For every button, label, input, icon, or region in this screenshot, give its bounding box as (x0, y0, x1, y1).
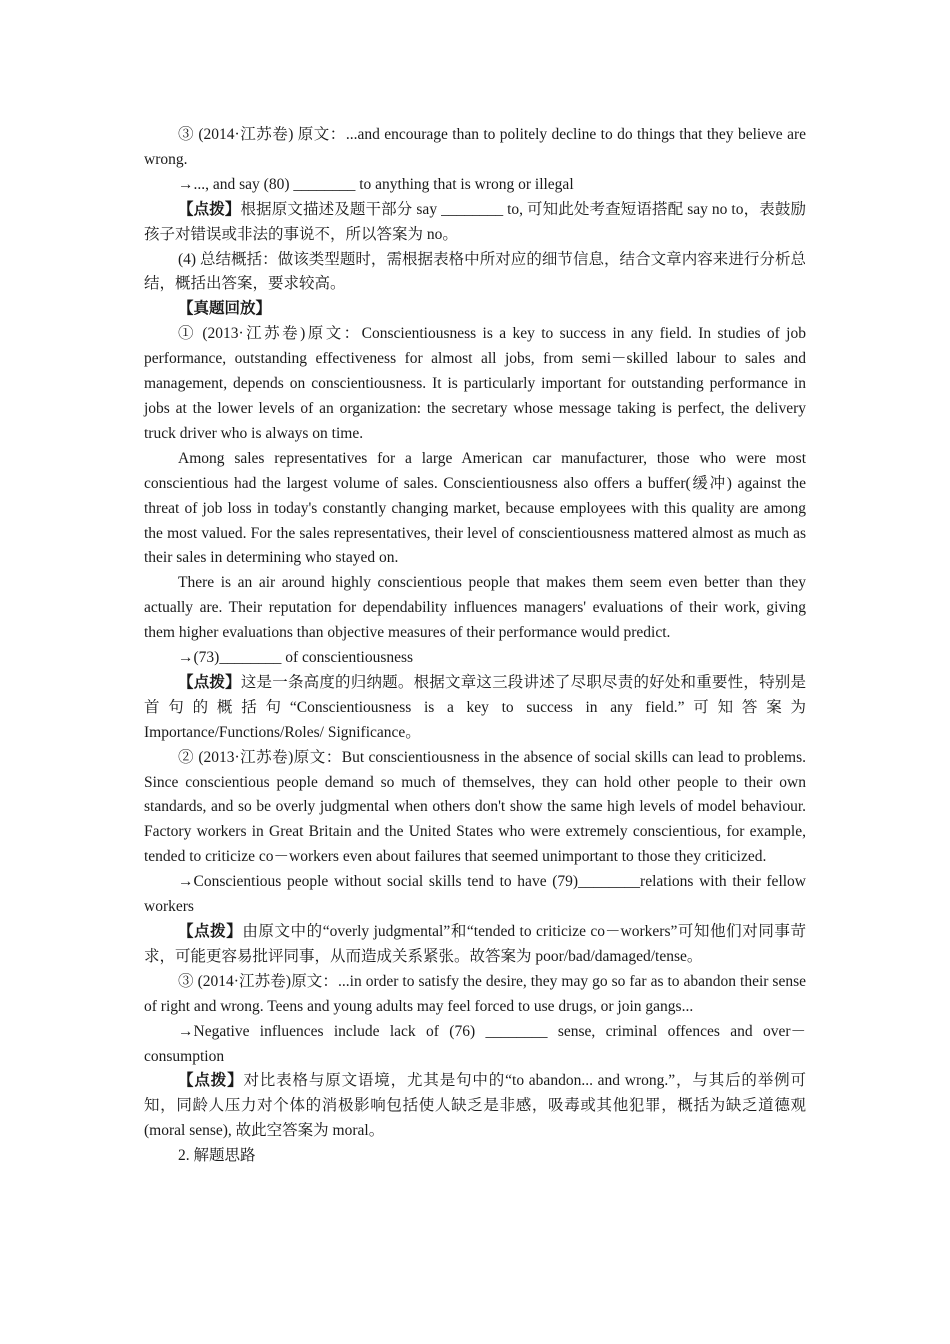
paragraph-answer-line-79 (144, 870, 806, 920)
paragraph-text: →Conscientious people without social skills tend to have (79)________relations with their fellow workers (144, 873, 806, 916)
paragraph-text: 由原文中的“overly judgmental”和“tended to criticize co－workers”可知他们对同事苛求，可能更容易批评同事，从而造成关系紧张。故答案为 poor/bad/damaged/tense。 (144, 923, 806, 965)
paragraph-section-2-title (144, 1144, 806, 1169)
paragraph-text: ③ (2014·江苏卷) 原文：...and encourage than to politely decline to do things that they believe are wrong. (144, 126, 806, 168)
paragraph-passage-1-part-2 (144, 447, 806, 572)
paragraph-text: Among sales representatives for a large American car manufacturer, those who were most conscientious had the largest volume of sales. Conscientiousness also offers a buffer(缓冲) against the threat of job loss in today's constantly changing market, because employees with this quality are among the most valued. For the sales representatives, their level of conscientiousness mattered almost as much as their sales in determining who stayed on. (144, 449, 806, 567)
section-heading-past-exams (144, 297, 806, 322)
paragraph-text: 对比表格与原文语境，尤其是句中的“to abandon... and wrong.”，与其后的举例可知，同龄人压力对个体的消极影响包括使人缺乏是非感，吸毒或其他犯罪，概括为缺乏道德观(moral sense), 故此空答案为 moral。 (144, 1072, 806, 1140)
paragraph-hint-importance (144, 671, 806, 746)
paragraph-passage-1-part-1 (144, 322, 806, 447)
paragraph-text: →(73)________ of conscientiousness (178, 649, 414, 667)
paragraph-text: There is an air around highly conscientious people that makes them seem even better than they actually are. Their reputation for dependability influences managers' evaluations of their work, giving them higher evaluations than objective measures of their performance would predict. (144, 574, 806, 642)
hint-tag: 【点拨】 (178, 923, 243, 940)
paragraph-hint-moral (144, 1069, 806, 1144)
heading-text: 【真题回放】 (178, 300, 272, 318)
paragraph-hint-poor-relations (144, 920, 806, 970)
paragraph-text: →..., and say (80) ________ to anything that is wrong or illegal (178, 175, 574, 193)
paragraph-text: →Negative influences include lack of (76) ________ sense, criminal offences and over－consumption (144, 1022, 806, 1065)
paragraph-passage-1-part-3 (144, 571, 806, 646)
hint-tag: 【点拨】 (178, 673, 241, 691)
paragraph-text: 2. 解题思路 (178, 1147, 256, 1165)
hint-tag: 【点拨】 (178, 1072, 244, 1090)
hint-tag: 【点拨】 (178, 200, 241, 218)
paragraph-text: (4) 总结概括：做该类型题时，需根据表格中所对应的细节信息，结合文章内容来进行分析总结，概括出答案，要求较高。 (144, 250, 806, 293)
paragraph-text: ② (2013·江苏卷)原文：But conscientiousness in the absence of social skills can lead to problems. Since conscientious people demand so much of themselves, they can hold other people to their own standards, and so be overly judgmental when others don't show the same high levels of model behaviour. Factory workers in Great Britain and the United States who were extremely conscientious, for example, tended to criticize co－workers even about failures that seemed unimportant to those they criticized. (144, 748, 806, 866)
paragraph-text: 这是一条高度的归纳题。根据文章这三段讲述了尽职尽责的好处和重要性，特别是首句的概括句“Conscientiousness is a key to success in any field.”可知答案为 Importance/Functions/Roles/ Significance。 (144, 673, 806, 741)
paragraph-example-3-2014 (144, 123, 806, 173)
document-page (144, 123, 806, 1169)
paragraph-summary-method (144, 248, 806, 298)
paragraph-answer-line-76 (144, 1020, 806, 1070)
paragraph-passage-2 (144, 746, 806, 871)
paragraph-passage-3 (144, 970, 806, 1020)
paragraph-hint-say-no (144, 198, 806, 248)
paragraph-text: 根据原文描述及题干部分 say ________ to, 可知此处考查短语搭配 say no to，表鼓励孩子对错误或非法的事说不，所以答案为 no。 (144, 200, 806, 243)
paragraph-answer-line-80 (144, 173, 806, 198)
paragraph-text: ① (2013·江苏卷)原文：Conscientiousness is a key to success in any field. In studies of job performance, outstanding effectiveness for almost all jobs, from semi－skilled labour to sales and management, depends on conscientiousness. It is particularly important for outstanding performance in jobs at the lower levels of an organization: the secretary whose message taking is perfect, the delivery truck driver who is always on time. (144, 325, 806, 442)
paragraph-text: ③ (2014·江苏卷)原文：...in order to satisfy the desire, they may go so far as to abandon their sense of right and wrong. Teens and young adults may feel forced to use drugs, or join gangs... (144, 972, 806, 1015)
paragraph-answer-line-73 (144, 646, 806, 671)
